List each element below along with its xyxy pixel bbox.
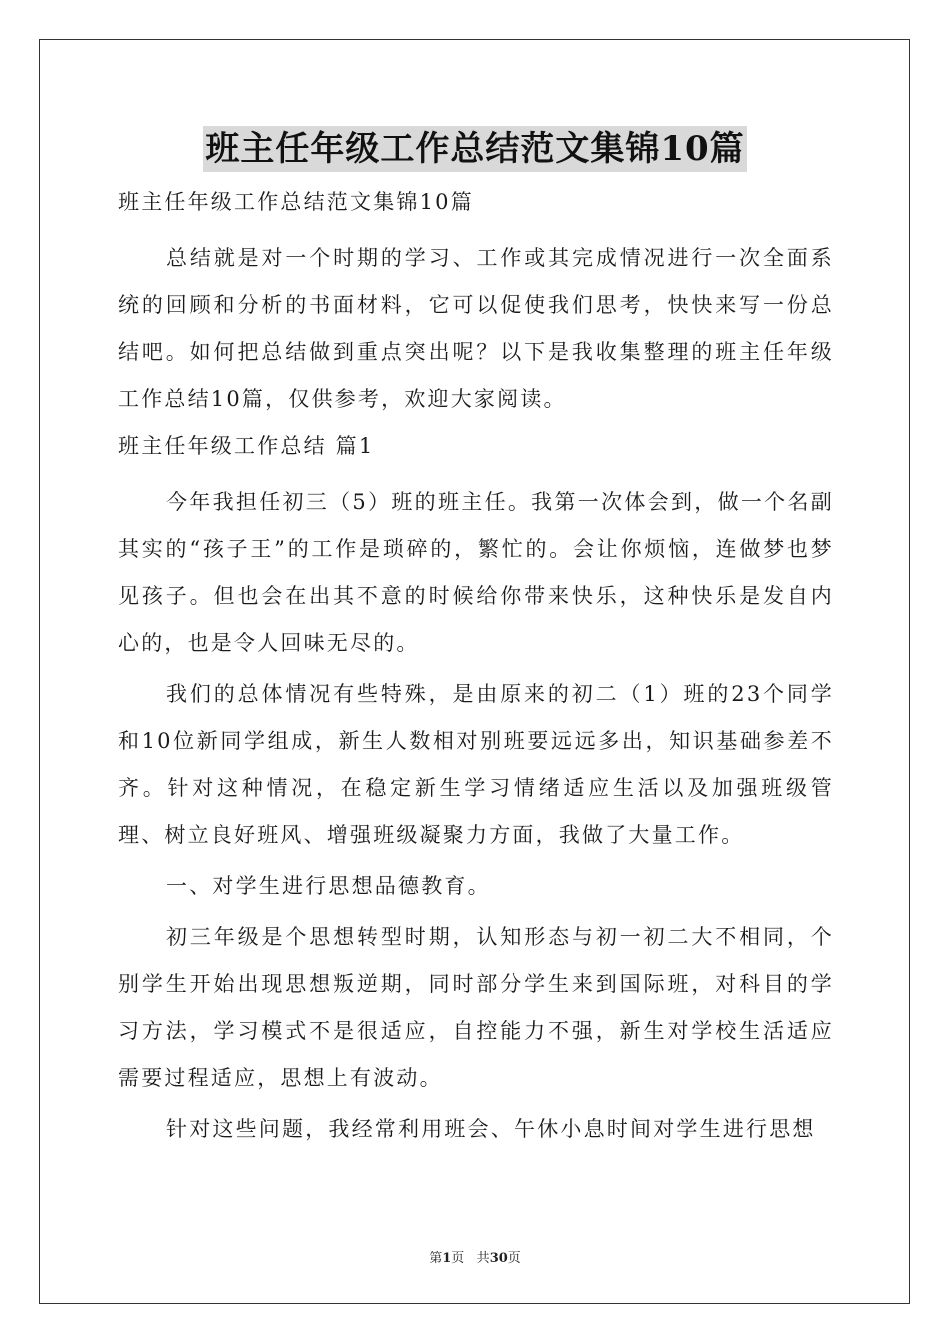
section-heading: 班主任年级工作总结 篇1	[118, 434, 375, 458]
total-pages: 30	[489, 1251, 508, 1266]
body-paragraph: 初三年级是个思想转型时期，认知形态与初一初二大不相同，个别学生开始出现思想叛逆期，同时部分学生来到国际班，对科目的学习方法，学习模式不是很适应，自控能力不强，新生对学校生活适应需要过程适应，思想上有波动。	[118, 925, 834, 1090]
page-suffix: 页	[451, 1251, 465, 1266]
document-subtitle: 班主任年级工作总结范文集锦10篇	[118, 190, 474, 214]
intro-paragraph: 总结就是对一个时期的学习、工作或其完成情况进行一次全面系统的回顾和分析的书面材料，它可以促使我们思考，快快来写一份总结吧。如何把总结做到重点突出呢？以下是我收集整理的班主任年级工作总结10篇，仅供参考，欢迎大家阅读。	[118, 246, 834, 411]
page-footer	[0, 1247, 950, 1266]
body-paragraph: 我们的总体情况有些特殊，是由原来的初二（1）班的23个同学和10位新同学组成，新生人数相对别班要远远多出，知识基础参差不齐。针对这种情况，在稳定新生学习情绪适应生活以及加强班级管理、树立良好班风、增强班级凝聚力方面，我做了大量工作。	[118, 682, 834, 847]
total-suffix: 页	[507, 1251, 521, 1266]
body-paragraph: 一、对学生进行思想品德教育。	[166, 874, 491, 898]
title-container	[0, 126, 950, 172]
body-paragraph: 今年我担任初三（5）班的班主任。我第一次体会到，做一个名副其实的“孩子王”的工作是琐碎的，繁忙的。会让你烦恼，连做梦也梦见孩子。但也会在出其不意的时候给你带来快乐，这种快乐是发自内心的，也是令人回味无尽的。	[118, 490, 834, 655]
body-paragraph: 针对这些问题，我经常利用班会、午休小息时间对学生进行思想	[166, 1117, 816, 1141]
total-prefix: 共	[476, 1251, 490, 1266]
document-title: 班主任年级工作总结范文集锦10篇	[203, 126, 746, 172]
page-number: 1	[442, 1251, 452, 1266]
document-body	[118, 183, 834, 1157]
page-prefix: 第	[429, 1251, 443, 1266]
